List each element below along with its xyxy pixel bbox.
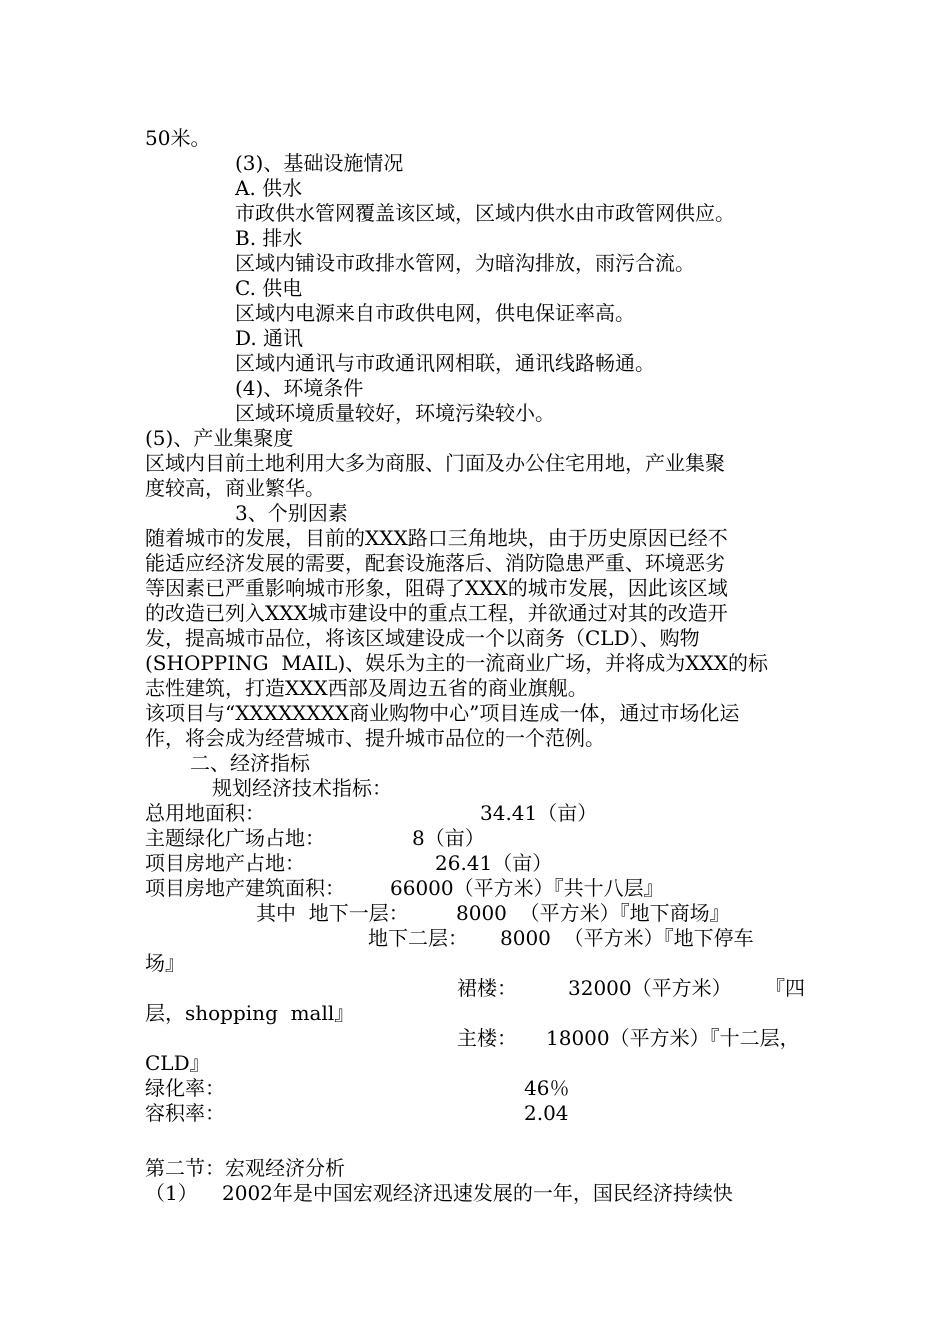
text-line: 50米。	[145, 126, 211, 150]
text-line: 随着城市的发展，目前的XXX路口三角地块，由于历史原因已经不	[145, 526, 728, 550]
text-line: 区域环境质量较好，环境污染较小。	[235, 401, 555, 425]
text-line: 等因素已严重影响城市形象，阻碍了XXX的城市发展，因此该区域	[145, 576, 728, 600]
indicator-label: 裙楼：	[457, 976, 517, 1000]
text-line: (SHOPPING MAIL)、娱乐为主的一流商业广场，并将成为XXX的标	[145, 651, 768, 675]
section-heading: (5)、产业集聚度	[145, 426, 294, 450]
text-line: 作，将会成为经营城市、提升城市品位的一个范例。	[145, 726, 605, 750]
indicator-label: 地下二层：	[368, 926, 468, 950]
indicator-value-continued: CLD』	[145, 1051, 210, 1075]
section-title: 第二节：宏观经济分析	[145, 1156, 345, 1180]
text-line: 度较高，商业繁华。	[145, 476, 325, 500]
indicator-value: 8（亩）	[412, 826, 485, 850]
indicator-value-continued: 层，shopping mall』	[145, 1001, 355, 1025]
text-line: 该项目与“XXXXXXXX商业购物中心”项目连成一体，通过市场化运	[145, 701, 740, 725]
text-line: 区域内通讯与市政通讯网相联，通讯线路畅通。	[235, 351, 655, 375]
section-heading: 二、经济指标	[190, 751, 310, 775]
indicator-value: 32000（平方米）	[568, 976, 732, 1000]
indicator-label: 主题绿化广场占地：	[145, 826, 325, 850]
indicator-label: 总用地面积：	[145, 801, 265, 825]
subheading: B. 排水	[235, 226, 303, 250]
text-line: 市政供水管网覆盖该区域，区域内供水由市政管网供应。	[235, 201, 735, 225]
section-heading: (3)、基础设施情况	[235, 151, 404, 175]
text-line: 的改造已列入XXX城市建设中的重点工程，并欲通过对其的改造开	[145, 601, 728, 625]
indicator-value-note: 『四	[765, 976, 805, 1000]
indicator-value: 26.41（亩）	[435, 851, 553, 875]
indicator-value: 34.41（亩）	[480, 801, 598, 825]
indicator-label: 容积率：	[145, 1101, 225, 1125]
indicator-value-continued: 场』	[145, 951, 185, 975]
indicator-value: 66000（平方米）『共十八层』	[390, 876, 664, 900]
indicator-label: 项目房地产建筑面积：	[145, 876, 345, 900]
text-line: 区域内目前土地利用大多为商服、门面及办公住宅用地，产业集聚	[145, 451, 725, 475]
section-heading: (4)、环境条件	[235, 376, 364, 400]
indicator-label: 绿化率：	[145, 1076, 225, 1100]
section-heading: 3、个别因素	[235, 501, 348, 525]
list-marker: （1）	[145, 1181, 198, 1205]
indicator-value: 8000 （平方米）『地下商场』	[456, 901, 730, 925]
text-line: 发，提高城市品位，将该区域建设成一个以商务（CLD）、购物	[145, 626, 700, 650]
subheading: C. 供电	[235, 276, 303, 300]
indicator-value: 8000 （平方米）『地下停车	[500, 926, 754, 950]
indicator-label: 主楼：	[457, 1026, 517, 1050]
text-line: 2002年是中国宏观经济迅速发展的一年，国民经济持续快	[222, 1181, 733, 1205]
text-line: 区域内电源来自市政供电网，供电保证率高。	[235, 301, 635, 325]
indicator-value: 2.04	[524, 1101, 569, 1125]
subheading: D. 通讯	[235, 326, 304, 350]
text-line: 志性建筑，打造XXX西部及周边五省的商业旗舰。	[145, 676, 588, 700]
text-line: 区域内铺设市政排水管网，为暗沟排放，雨污合流。	[235, 251, 695, 275]
indicator-label: 其中 地下一层：	[256, 901, 409, 925]
subheading: A. 供水	[235, 176, 303, 200]
subheading: 规划经济技术指标：	[212, 776, 392, 800]
indicator-label: 项目房地产占地：	[145, 851, 305, 875]
indicator-value: 18000（平方米）『十二层，	[546, 1026, 800, 1050]
text-line: 能适应经济发展的需要，配套设施落后、消防隐患严重、环境恶劣	[145, 551, 725, 575]
indicator-value: 46％	[524, 1076, 570, 1100]
